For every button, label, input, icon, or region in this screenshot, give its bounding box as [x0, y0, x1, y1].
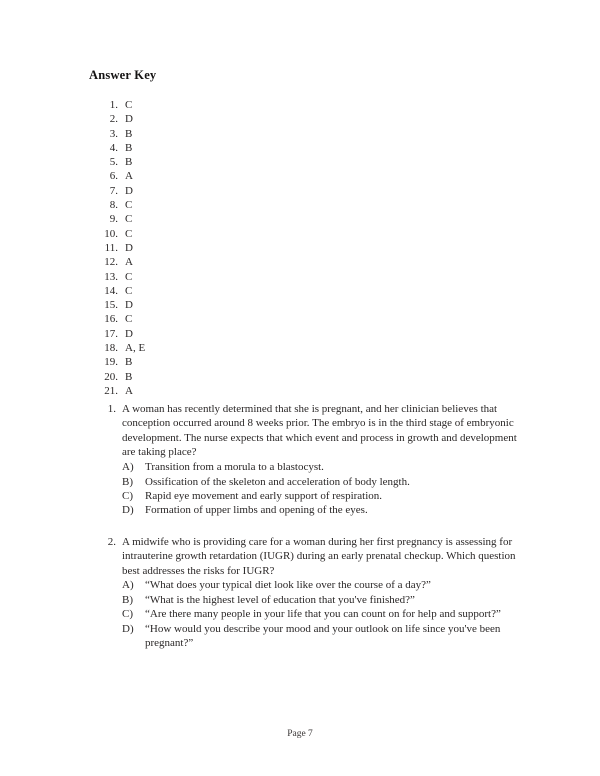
- option-row[interactable]: [122, 489, 520, 503]
- answer-key-value: C: [125, 99, 133, 111]
- question-body: [122, 402, 520, 518]
- question-number: 2.: [107, 535, 116, 548]
- answer-key-number: 8.: [109, 199, 118, 212]
- answer-key-row: [96, 170, 296, 184]
- answer-key-number: 15.: [104, 299, 118, 312]
- answer-key-row: [96, 299, 296, 313]
- answer-key-value: C: [125, 227, 133, 240]
- answer-key-number: 2.: [109, 113, 118, 126]
- answer-key-row: [96, 256, 296, 270]
- answer-key-number: 21.: [104, 384, 118, 397]
- option-letter: D): [122, 504, 134, 517]
- answer-key-number: 10.: [104, 227, 118, 240]
- answer-key-number: 3.: [109, 127, 118, 140]
- answer-key-value: C: [125, 213, 133, 226]
- question-body: [122, 535, 520, 651]
- answer-key-row: [96, 242, 296, 256]
- option-letter: D): [122, 622, 134, 635]
- option-row[interactable]: [122, 503, 520, 517]
- answer-key-row: [96, 213, 296, 227]
- answer-key-row: [96, 156, 296, 170]
- answer-key-value: A, E: [125, 342, 146, 355]
- answer-key-number: 5.: [109, 156, 118, 169]
- answer-key-row: [96, 385, 296, 399]
- answer-key-row: [96, 342, 296, 356]
- option-text: Formation of upper limbs and opening of the eyes.: [145, 504, 368, 517]
- option-letter: B): [122, 475, 133, 488]
- option-text: Transition from a morula to a blastocyst.: [145, 461, 324, 474]
- option-letter: A): [122, 461, 134, 474]
- page-footer: Page 7: [287, 729, 313, 739]
- option-text: “What does your typical diet look like over the course of a day?”: [145, 579, 431, 592]
- answer-key-value: C: [125, 270, 133, 283]
- answer-key-number: 9.: [109, 213, 118, 226]
- question-text: A midwife who is providing care for a woman during her first pregnancy is assessing for intrauterine growth retardation (IUGR) during an early prenatal checkup. Which question best addresses the risks for IUGR?: [122, 535, 516, 577]
- option-row[interactable]: [122, 578, 520, 592]
- answer-key-value: B: [125, 156, 133, 169]
- answer-key-number: 19.: [104, 356, 118, 369]
- answer-key-row: [96, 328, 296, 342]
- answer-key-number: 7.: [109, 184, 118, 197]
- option-text: “What is the highest level of education that you've finished?”: [145, 593, 415, 606]
- option-letter: C): [122, 608, 133, 621]
- answer-key-row: [96, 99, 296, 113]
- option-row[interactable]: [122, 475, 520, 489]
- answer-key-value: D: [125, 241, 133, 254]
- answer-key-row: [96, 356, 296, 370]
- option-text: Rapid eye movement and early support of respiration.: [145, 489, 383, 502]
- answer-key-number: 20.: [104, 370, 118, 383]
- question-number: 1.: [107, 403, 116, 415]
- option-letter: C): [122, 489, 133, 502]
- answer-key-row: [96, 113, 296, 127]
- answer-key-value: B: [125, 127, 133, 140]
- answer-key-row: [96, 285, 296, 299]
- answer-key-value: D: [125, 113, 133, 126]
- option-text: “How would you describe your mood and your outlook on life since you've been pregnant?”: [145, 622, 501, 650]
- answer-key-row: [96, 199, 296, 213]
- answer-key-value: B: [125, 356, 133, 369]
- option-list: [122, 578, 520, 650]
- answer-key-row: [96, 142, 296, 156]
- option-text: Ossification of the skeleton and acceleration of body length.: [145, 475, 410, 488]
- question-block: [95, 402, 520, 518]
- answer-key-number: 18.: [104, 342, 118, 355]
- answer-key-value: B: [125, 141, 133, 154]
- answer-key-value: C: [125, 199, 133, 212]
- answer-key-number: 6.: [109, 170, 118, 183]
- answer-key-row: [96, 228, 296, 242]
- answer-key-row: [96, 185, 296, 199]
- answer-key-number: 16.: [104, 313, 118, 326]
- answer-key-row: [96, 128, 296, 142]
- question-stem-row: [95, 402, 520, 518]
- question-block: [95, 535, 520, 651]
- answer-key-number: 11.: [104, 241, 118, 254]
- answer-key-value: A: [125, 170, 133, 183]
- answer-key-value: A: [125, 384, 133, 397]
- answer-key-number: 13.: [104, 270, 118, 283]
- option-text: “Are there many people in your life that you can count on for help and support?”: [145, 608, 501, 621]
- page-title: Answer Key: [89, 68, 157, 82]
- answer-key-list: [96, 99, 296, 399]
- option-row[interactable]: [122, 622, 520, 651]
- answer-key-value: C: [125, 313, 133, 326]
- answer-key-value: A: [125, 256, 133, 269]
- answer-key-number: 1.: [109, 99, 118, 111]
- answer-key-number: 12.: [104, 256, 118, 269]
- answer-key-number: 14.: [104, 284, 118, 297]
- questions-section: [95, 402, 520, 668]
- option-letter: B): [122, 593, 133, 606]
- answer-key-row: [96, 271, 296, 285]
- option-row[interactable]: [122, 460, 520, 474]
- option-list: [122, 460, 520, 518]
- answer-key-value: D: [125, 299, 133, 312]
- answer-key-value: C: [125, 284, 133, 297]
- question-stem-row: [95, 535, 520, 651]
- answer-key-number: 17.: [104, 327, 118, 340]
- answer-key-value: D: [125, 184, 133, 197]
- option-row[interactable]: [122, 593, 520, 607]
- option-row[interactable]: [122, 607, 520, 621]
- option-letter: A): [122, 579, 134, 592]
- question-text: A woman has recently determined that she is pregnant, and her clinician believes that conception occurred around 8 weeks prior. The embryo is in the third stage of embryonic development. The nurse expects that which event and process in growth and development are taking place?: [122, 403, 517, 459]
- answer-key-value: B: [125, 370, 133, 383]
- answer-key-row: [96, 313, 296, 327]
- answer-key-value: D: [125, 327, 133, 340]
- answer-key-number: 4.: [109, 141, 118, 154]
- answer-key-row: [96, 371, 296, 385]
